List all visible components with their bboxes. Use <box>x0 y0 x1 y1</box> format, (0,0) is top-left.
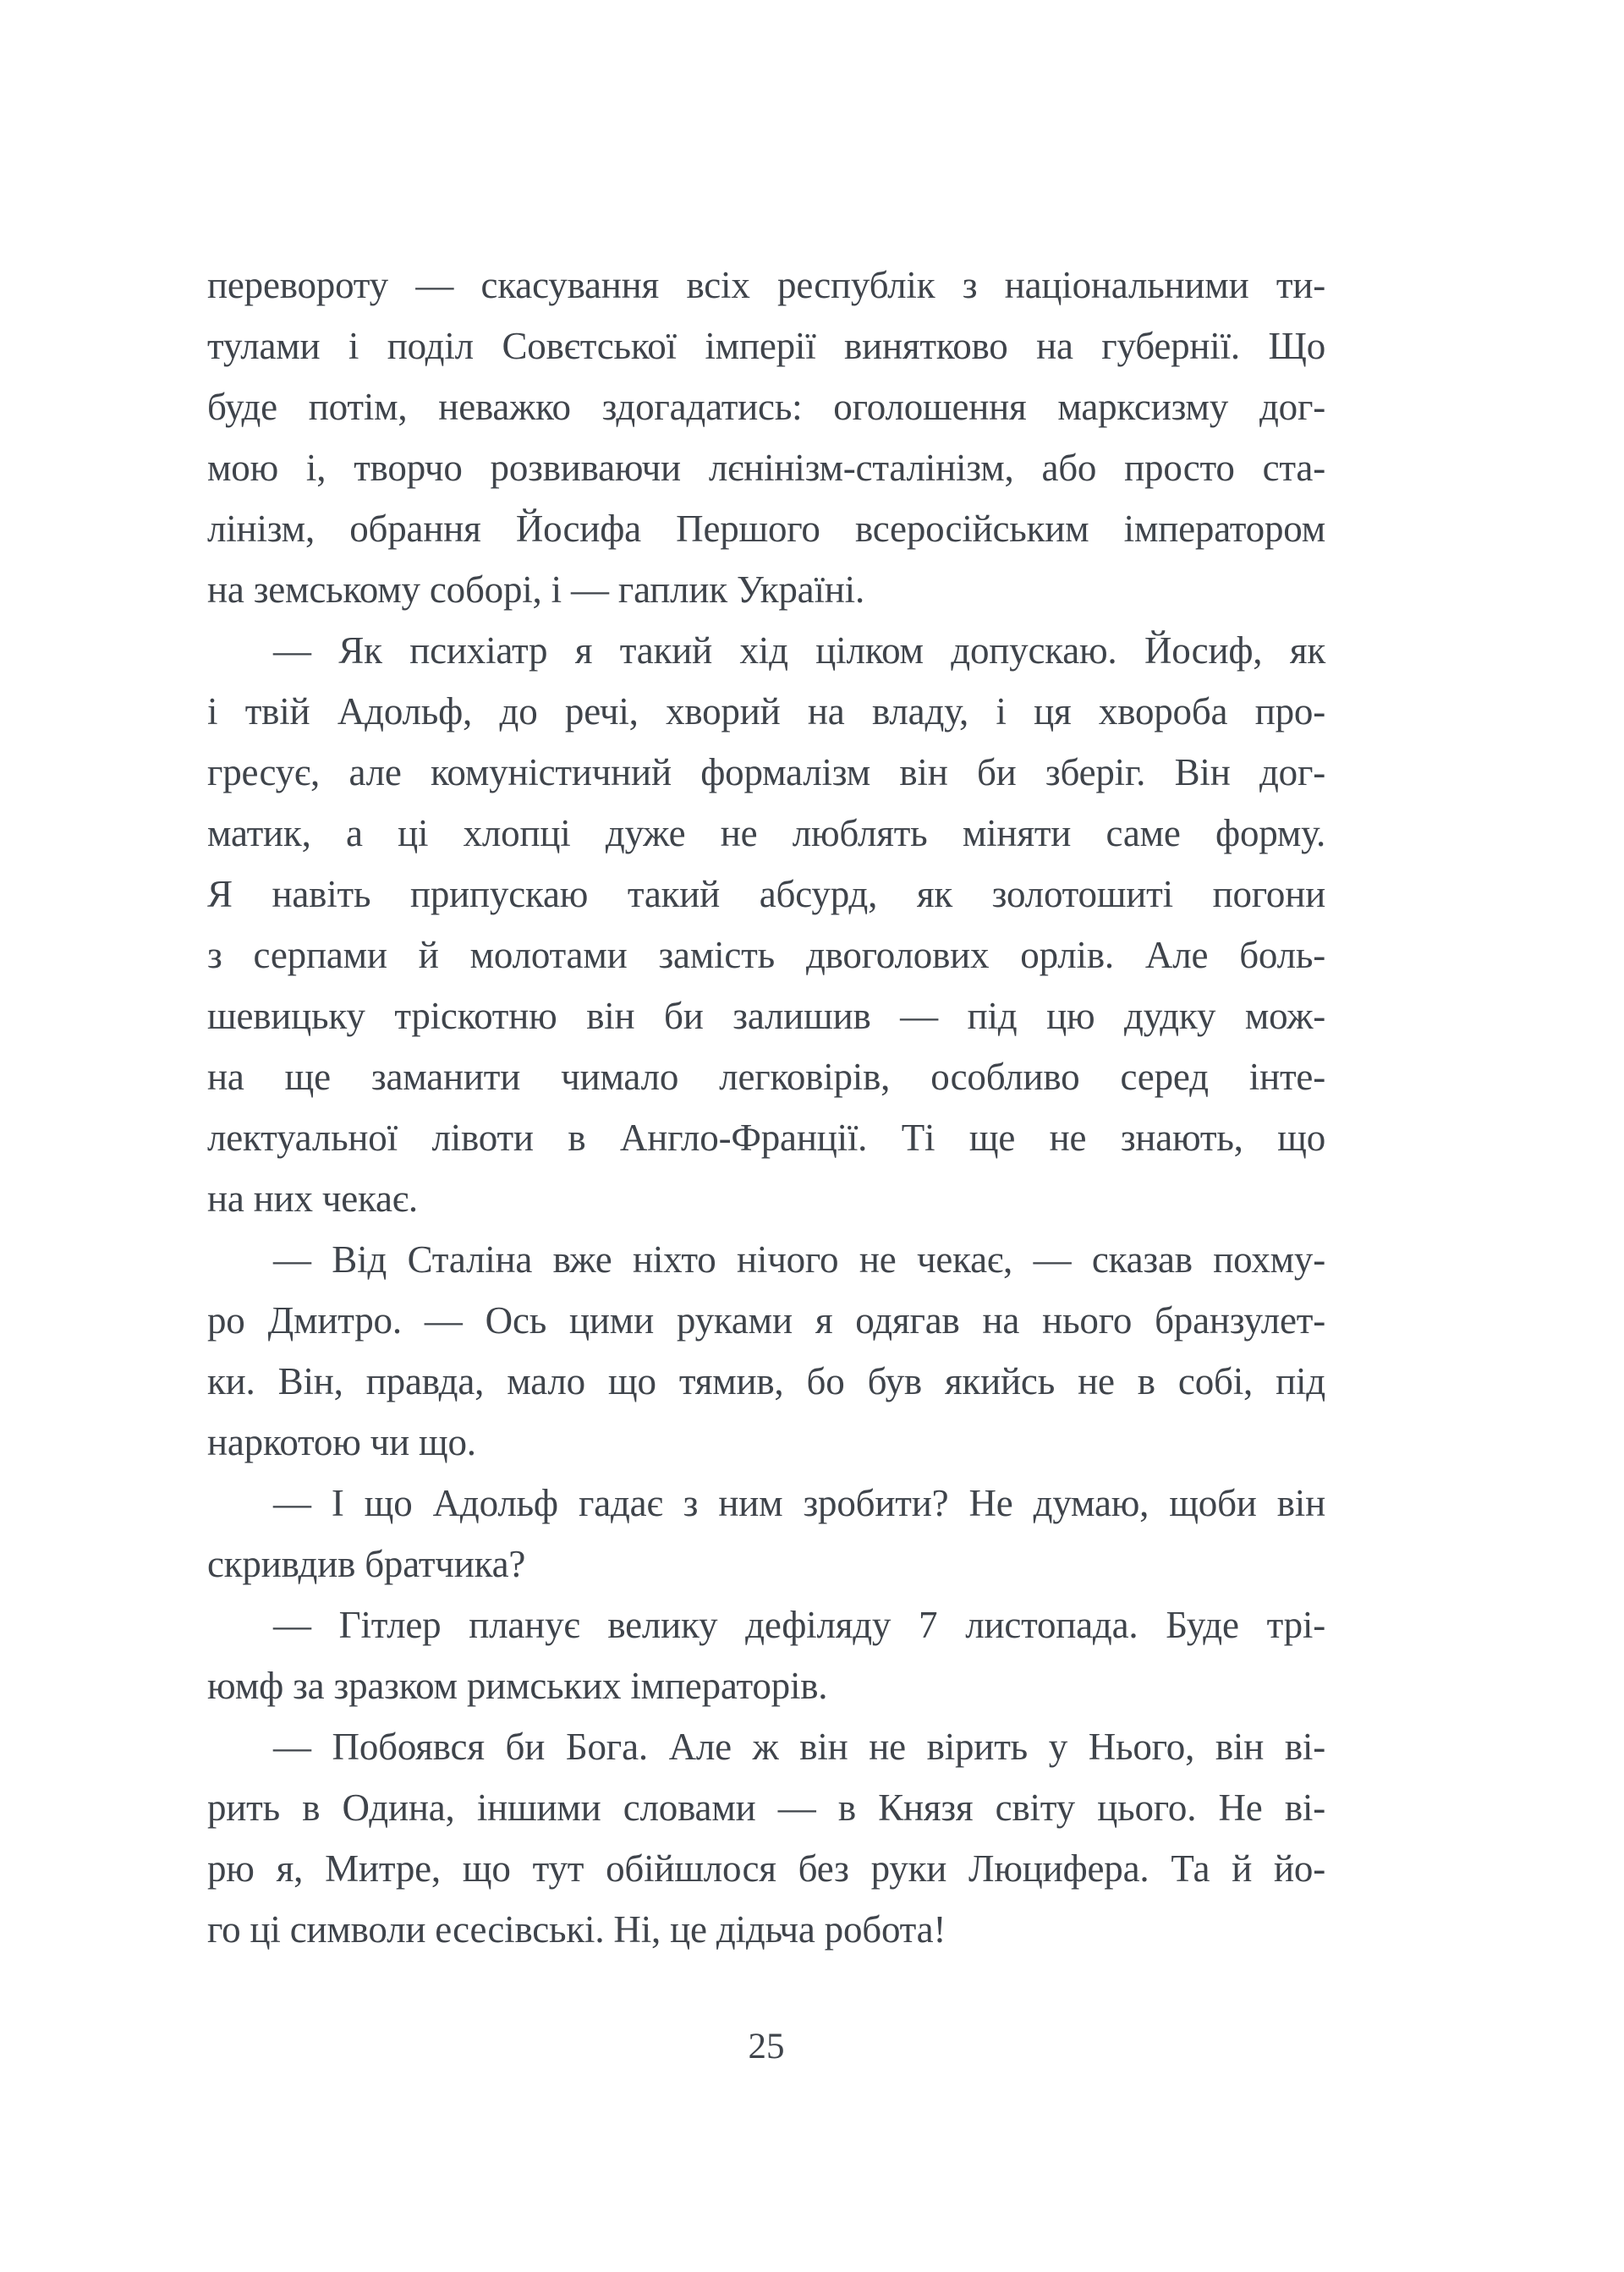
text-line: — Гітлер планує велику дефіляду 7 листопада. Буде трі- <box>273 1604 1325 1646</box>
text-line: рю я, Митре, що тут обійшлося без руки Люцифера. Та й йо- <box>207 1847 1325 1890</box>
paragraph-5 <box>207 1594 1325 1716</box>
text-line: юмф за зразком римських імператорів. <box>207 1665 828 1707</box>
text-line: — Як психіатр я такий хід цілком допускаю. Йосиф, як <box>273 629 1325 672</box>
paragraph-3 <box>207 1229 1325 1473</box>
text-line: матик, а ці хлопці дуже не люблять міняти саме форму. <box>207 812 1325 854</box>
text-line: і твій Адольф, до речі, хворий на владу, і ця хвороба про- <box>207 690 1325 733</box>
paragraph-2 <box>207 620 1325 1229</box>
text-line: ро Дмитро. — Ось цими руками я одягав на нього бранзулет- <box>207 1299 1325 1342</box>
text-line: перевороту — скасування всіх республік з національними ти- <box>207 264 1325 306</box>
text-line: на земському соборі, і — гаплик Україні. <box>207 568 864 611</box>
paragraph-4 <box>207 1473 1325 1594</box>
text-line: з серпами й молотами замість двоголових орлів. Але боль- <box>207 934 1325 976</box>
text-line: наркотою чи що. <box>207 1421 476 1463</box>
paragraph-1 <box>207 255 1325 620</box>
text-line: шевицьку тріскотню він би залишив — під цю дудку мож- <box>207 995 1325 1037</box>
page-text-block <box>207 255 1325 1960</box>
text-line: рить в Одина, іншими словами — в Князя світу цього. Не ві- <box>207 1786 1325 1829</box>
page-number: 25 <box>748 2027 785 2066</box>
text-line: — І що Адольф гадає з ним зробити? Не думаю, щоби він <box>273 1482 1325 1524</box>
text-line: — Побоявся би Бога. Але ж він не вірить у Нього, він ві- <box>273 1726 1325 1768</box>
text-line: мою і, творчо розвиваючи лєнінізм-сталінізм, або просто ста- <box>207 447 1325 489</box>
paragraph-6 <box>207 1716 1325 1960</box>
text-line: гресує, але комуністичний формалізм він би зберіг. Він дог- <box>207 751 1325 793</box>
text-line: ки. Він, правда, мало що тямив, бо був якийсь не в собі, під <box>207 1360 1325 1402</box>
text-line: скривдив братчика? <box>207 1543 526 1585</box>
text-line: на ще заманити чимало легковірів, особливо серед інте- <box>207 1056 1325 1098</box>
text-line: — Від Сталіна вже ніхто нічого не чекає, — сказав похму- <box>273 1238 1325 1281</box>
text-line: лінізм, обрання Йосифа Першого всеросійським імператором <box>207 508 1325 550</box>
text-line: на них чекає. <box>207 1177 418 1220</box>
text-line: го ці символи есесівські. Ні, це дідьча робота! <box>207 1908 946 1951</box>
text-line: тулами і поділ Совєтської імперії винятково на губернії. Що <box>207 325 1325 367</box>
text-line: Я навіть припускаю такий абсурд, як золотошиті погони <box>207 873 1325 915</box>
text-line: буде потім, неважко здогадатись: оголошення марксизму дог- <box>207 386 1325 428</box>
text-line: лектуальної лівоти в Англо-Франції. Ті ще не знають, що <box>207 1117 1325 1159</box>
